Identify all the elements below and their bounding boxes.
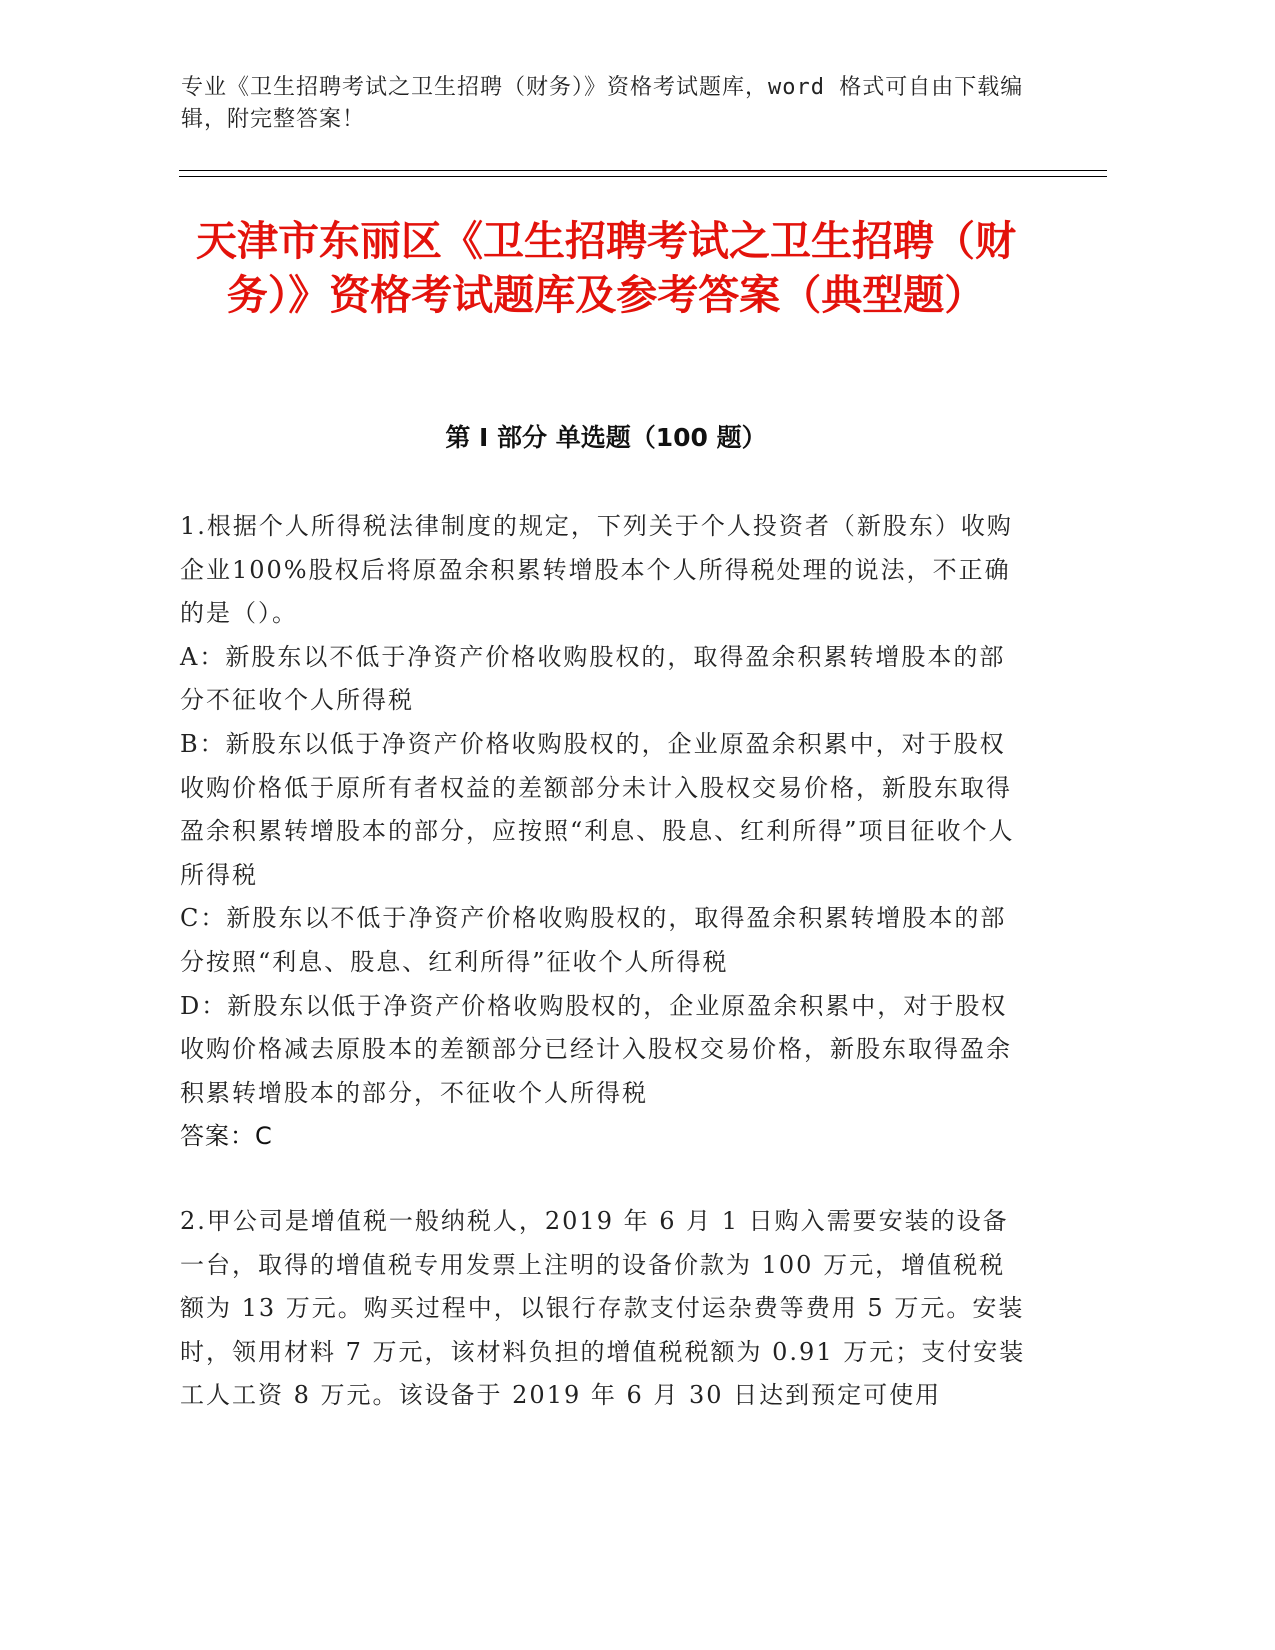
option-c: C：新股东以不低于净资产价格收购股权的，取得盈余积累转增股本的部分按照“利息、股息、红利所得”征收个人所得税 <box>180 904 1007 976</box>
option-b: B：新股东以低于净资产价格收购股权的，企业原盈余积累中，对于股权收购价格低于原所有者权益的差额部分未计入股权交易价格，新股东取得盈余积累转增股本的部分，应按照“利息、股息、红利所得”项目征收个人所得税 <box>180 729 1015 889</box>
question-stem: 2.甲公司是增值税一般纳税人，2019 年 6 月 1 日购入需要安装的设备一台，取得的增值税专用发票上注明的设备价款为 100 万元，增值税税额为 13 万元。购买过程中，以银行存款支付运杂费等费用 5 万元。安装时，领用材料 7 万元，该材料负担的增值税税额为 0.91 万元；支付安装工人工资 8 万元。该设备于 2019 年 6 月 30 日达到预定可使用 <box>180 1207 1026 1410</box>
answer-label: 答案：C <box>180 1122 273 1151</box>
header-divider-bottom <box>179 176 1107 177</box>
header-note: 专业《卫生招聘考试之卫生招聘（财务）》资格考试题库，word 格式可自由下载编辑，附完整答案！ <box>181 75 1024 132</box>
question-2 <box>180 1200 1030 1418</box>
document-title: 天津市东丽区《卫生招聘考试之卫生招聘（财务）》资格考试题库及参考答案（典型题） <box>196 217 1016 319</box>
option-d: D：新股东以低于净资产价格收购股权的，企业原盈余积累中，对于股权收购价格减去原股本的差额部分已经计入股权交易价格，新股东取得盈余积累转增股本的部分，不征收个人所得税 <box>180 991 1012 1107</box>
section-heading: 第 I 部分 单选题（100 题） <box>445 423 767 452</box>
option-a: A：新股东以不低于净资产价格收购股权的，取得盈余积累转增股本的部分不征收个人所得税 <box>180 642 1006 715</box>
question-1 <box>180 505 1030 1159</box>
question-stem: 1.根据个人所得税法律制度的规定，下列关于个人投资者（新股东）收购企业100%股权后将原盈余积累转增股本个人所得税处理的说法，不正确的是（）。 <box>180 512 1013 628</box>
header-divider-top <box>179 170 1107 171</box>
